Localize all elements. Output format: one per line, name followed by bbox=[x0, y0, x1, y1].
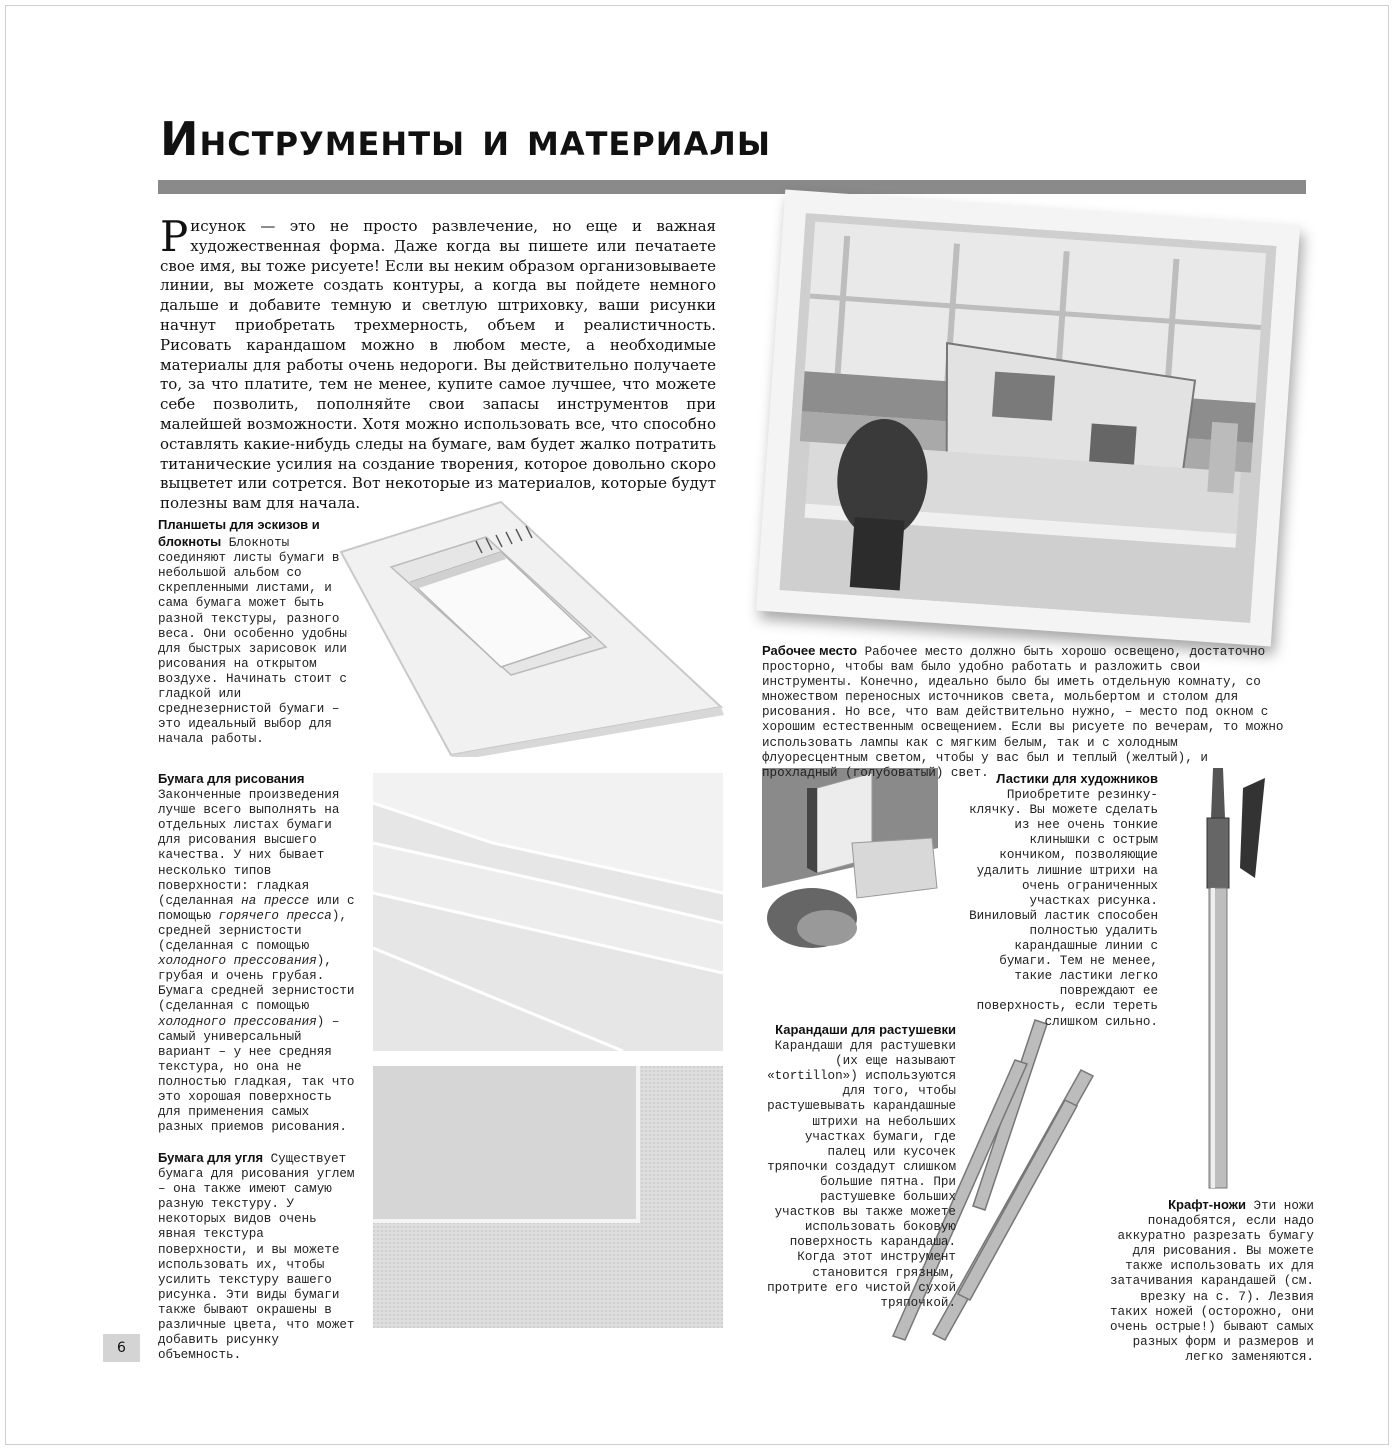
caption-stumps-heading: Карандаши для растушевки bbox=[775, 1022, 956, 1037]
caption-erasers bbox=[962, 771, 1158, 1030]
caption-craft-knives-heading: Крафт-ножи bbox=[1168, 1197, 1246, 1212]
caption-craft-knives bbox=[1106, 1197, 1314, 1365]
caption-sketchpads-text: Блокноты соединяют листы бумаги в небольшой альбом со скрепленными листами, и сама бумага может быть разной текстуры, разного веса. Они особенно удобны для быстрых зарисовок или рисования на открытом воздухе. Начинать стоит с гладкой или среднезернистой бумаги – это идеальный выбор для начала работы. bbox=[158, 536, 347, 747]
caption-drawing-paper bbox=[158, 771, 358, 1135]
caption-drawing-paper-text: ), грубая и очень грубая. Бумага средней зернистости (сделанная с помощью bbox=[158, 954, 355, 1014]
page-number: 6 bbox=[103, 1334, 140, 1362]
caption-charcoal-paper-heading: Бумага для угля bbox=[158, 1150, 264, 1165]
caption-drawing-paper-text: ), средней зернистости (сделанная с помощью bbox=[158, 908, 347, 954]
erasers-illustration bbox=[762, 768, 938, 978]
page-title: Инструменты и материалы bbox=[160, 112, 772, 166]
workplace-photo-image bbox=[779, 213, 1276, 623]
craft-knife-illustration bbox=[1195, 768, 1275, 1208]
caption-drawing-paper-term: холодного прессования bbox=[158, 1014, 317, 1029]
caption-drawing-paper-term: на прессе bbox=[241, 893, 310, 908]
caption-sketchpads bbox=[158, 517, 354, 747]
caption-workplace-text: Рабочее место должно быть хорошо освещено, достаточно просторно, чтобы вам было удобно работать и разложить свои инструменты. Конечно, идеально было бы иметь отдельную комнату, со множеством переносных источников света, мольбертом и столом для рисования. Но все, что вам действительно нужно, – место под окном с хорошим естественным освещением. Если вы рисуете по вечерам, то можно использовать лампы как с мягким белым, так и с холодным флуоресцентным светом, чтобы у вас был и теплый (желтый), и прохладный (голубоватый) свет. bbox=[762, 645, 1284, 780]
caption-drawing-paper-text: Законченные произведения лучше всего выполнять на отдельных листах бумаги для рисования высшего качества. У них бывает несколько типов поверхности: гладкая (сделанная bbox=[158, 788, 340, 908]
intro-text: исунок — это не просто развлечение, но еще и важная художественная форма. Даже когда вы пишете или печатаете свое имя, вы тоже рисуете! Если вы неким образом организовываете линии, вы можете создать контуры, а когда вы пойдете немного дальше и добавите темную и светлую штриховку, ваши рисунки начнут приобретать трехмерность, объем и реалистичность. Рисовать карандашом можно в любом месте, а необходимые материалы для работы очень недороги. Вы действительно получаете то, за что платите, тем не менее, купите самое лучшее, что можете себе позволить, пополняйте свои запасы инструментов при малейшей возможности. Хотя можно использовать все, что способно оставлять какие-нибудь следы на бумаге, вам будет жалко потратить титанические усилия на создание творения, которое довольно скоро выцветет или сотрется. Вот некоторые из материалов, которые будут полезны вам для начала. bbox=[160, 217, 716, 513]
caption-erasers-text: Приобретите резинку-клячку. Вы можете сделать из нее очень тонкие клинышки с острым кончиком, позволяющие удалить лишние штрихи на очень ограниченных участках рисунка. Виниловый ластик способен полностью удалить карандашные линии с бумаги. Тем не менее, такие ластики легко повреждают ее поверхность, если тереть слишком сильно. bbox=[969, 788, 1158, 1029]
intro-paragraph bbox=[160, 212, 716, 514]
caption-drawing-paper-text: или с помощью bbox=[158, 893, 355, 923]
caption-charcoal-paper-text: Существует бумага для рисования углем – она также имеют самую разную текстуру. У некоторых видов очень явная текстура поверхности, и вы можете использовать их, чтобы усилить текстуру вашего рисунка. Эти виды бумаги также бывают окрашены в различные цвета, что может добавить рисунку объемность. bbox=[158, 1152, 355, 1363]
charcoal-paper-illustration bbox=[373, 1066, 723, 1328]
caption-stumps-text: Карандаши для растушевки (их еще называют «tortillon») используются для того, чтобы растушевывать карандашные штрихи на небольших участках бумаги, где палец или кусочек тряпочки создадут слишком большие пятна. При растушевке больших участков вы также можете использовать боковую поверхность карандаша. Когда этот инструмент становится грязным, протрите его чистой сухой тряпочкой. bbox=[767, 1039, 956, 1310]
caption-workplace bbox=[762, 643, 1288, 781]
caption-drawing-paper-term: горячего пресса bbox=[218, 908, 332, 923]
sketchpads-illustration bbox=[336, 497, 724, 757]
workplace-photo bbox=[756, 190, 1300, 647]
caption-charcoal-paper bbox=[158, 1150, 358, 1363]
caption-sketchpads-heading: Планшеты для эскизов и блокноты bbox=[158, 517, 320, 550]
caption-stumps bbox=[760, 1022, 956, 1311]
caption-drawing-paper-heading: Бумага для рисования bbox=[158, 771, 305, 786]
title-rule bbox=[158, 180, 1306, 194]
caption-erasers-heading: Ластики для художников bbox=[996, 771, 1158, 786]
caption-drawing-paper-term: холодного прессования bbox=[158, 954, 317, 969]
drawing-paper-illustration bbox=[373, 773, 723, 1051]
intro-dropcap: Р bbox=[160, 212, 189, 261]
caption-craft-knives-text: Эти ножи понадобятся, если надо аккуратно разрезать бумагу для рисования. Вы можете также использовать их для затачивания карандашей (см. врезку на с. 7). Лезвия таких ножей (осторожно, они очень острые!) бывают самых разных форм и размеров и легко заменяются. bbox=[1109, 1199, 1314, 1364]
caption-workplace-heading: Рабочее место bbox=[762, 643, 858, 658]
caption-drawing-paper-text: ) – самый универсальный вариант – у нее средняя текстура, но она не полностью гладкая, так что это хорошая поверхность для применения самых разных приемов рисования. bbox=[158, 1014, 355, 1135]
